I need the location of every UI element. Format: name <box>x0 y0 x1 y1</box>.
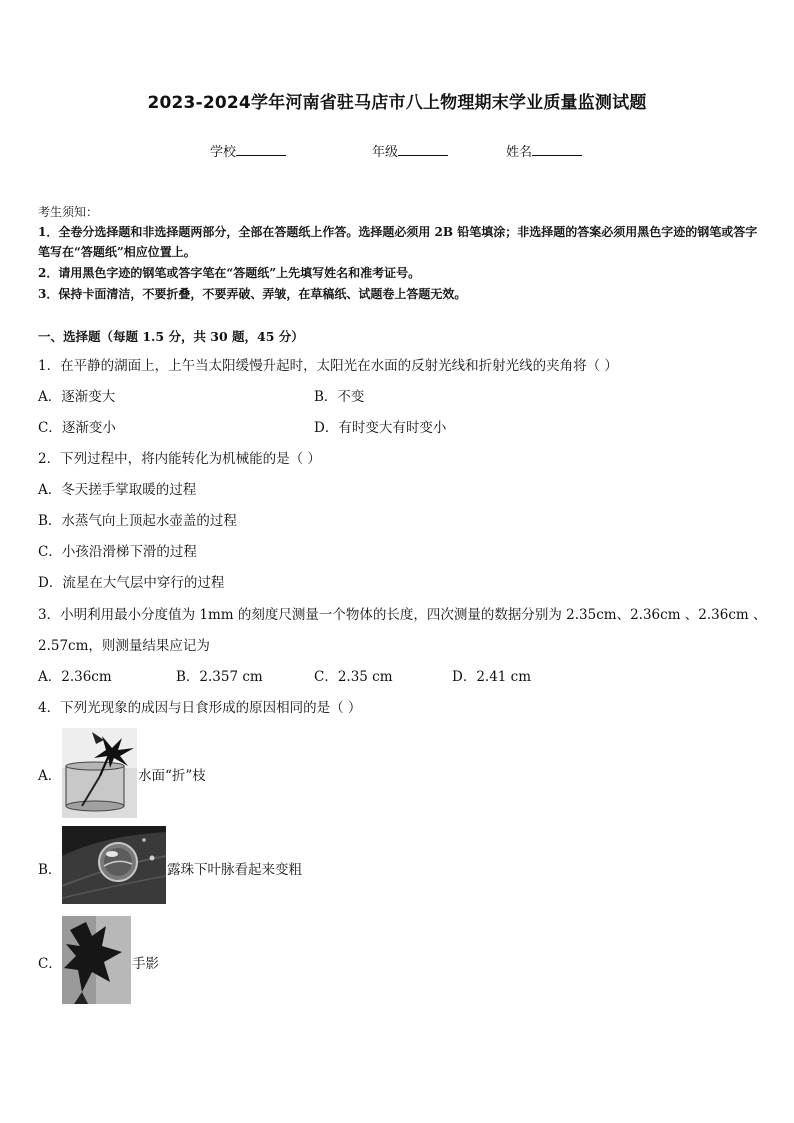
q1-option-d: D．有时变大有时变小 <box>314 420 447 436</box>
grade-blank <box>398 143 448 156</box>
grade-label: 年级 <box>372 145 399 160</box>
q3-option-c: C．2.35 cm <box>314 669 393 685</box>
dew-drop-leaf-image <box>62 826 166 904</box>
q3-option-d: D．2.41 cm <box>452 669 532 685</box>
name-label: 姓名 <box>506 145 533 160</box>
branch-in-water-image <box>62 728 137 818</box>
school-label: 学校 <box>210 145 237 160</box>
q3-stem-line2: 2.57cm，则测量结果应记为 <box>38 638 210 654</box>
grade-field <box>372 141 448 160</box>
q2-stem: 2．下列过程中，将内能转化为机械能的是（ ） <box>38 451 321 467</box>
notice-item-2: 2．请用黑色字迹的钢笔或答字笔在“答题纸”上先填写姓名和准考证号。 <box>38 266 421 280</box>
q4-option-b-letter: B． <box>38 862 62 878</box>
section-heading: 一、选择题（每题 1.5 分，共 30 题，45 分） <box>38 329 304 344</box>
q4-option-b-caption: 露珠下叶脉看起来变粗 <box>167 862 302 878</box>
hand-shadow-image <box>62 916 131 1004</box>
notice-item-3: 3．保持卡面清洁，不要折叠，不要弄破、弄皱，在草稿纸、试题卷上答题无效。 <box>38 287 467 301</box>
notice-item-1: 1．全卷分选择题和非选择题两部分，全部在答题纸上作答。选择题必须用 2B 铅笔填涂；非选择题的答案必须用黑色字迹的钢笔或答字笔写在“答题纸”相应位置上。 <box>38 225 758 259</box>
notice-heading: 考生须知： <box>38 205 99 219</box>
name-blank <box>532 143 582 156</box>
q1-option-c: C．逐渐变小 <box>38 420 116 436</box>
name-field <box>506 141 582 160</box>
q3-option-b: B．2.357 cm <box>176 669 263 685</box>
q1-option-b: B．不变 <box>314 389 365 405</box>
school-field <box>210 141 286 160</box>
q4-option-c-letter: C． <box>38 956 62 972</box>
q4-option-a-letter: A． <box>38 768 62 784</box>
q2-option-d: D．流星在大气层中穿行的过程 <box>38 575 225 591</box>
page-title: 2023-2024学年河南省驻马店市八上物理期末学业质量监测试题 <box>147 93 647 113</box>
q4-option-c-caption: 手影 <box>132 956 159 972</box>
q4-stem: 4．下列光现象的成因与日食形成的原因相同的是（ ） <box>38 700 362 716</box>
q1-option-a: A．逐渐变大 <box>38 389 116 405</box>
school-blank <box>236 143 286 156</box>
q2-option-a: A．冬天搓手掌取暖的过程 <box>38 482 197 498</box>
q3-option-a: A．2.36cm <box>38 669 112 685</box>
q3-stem-line1: 3．小明利用最小分度值为 1mm 的刻度尺测量一个物体的长度，四次测量的数据分别为 2.35cm、2.36cm 、2.36cm 、 <box>38 607 767 623</box>
q1-stem: 1．在平静的湖面上，上午当太阳缓慢升起时，太阳光在水面的反射光线和折射光线的夹角将（ ） <box>38 358 618 374</box>
q4-option-a-caption: 水面“折”枝 <box>138 768 206 784</box>
q2-option-c: C．小孩沿滑梯下滑的过程 <box>38 544 197 560</box>
q2-option-b: B．水蒸气向上顶起水壶盖的过程 <box>38 513 237 529</box>
